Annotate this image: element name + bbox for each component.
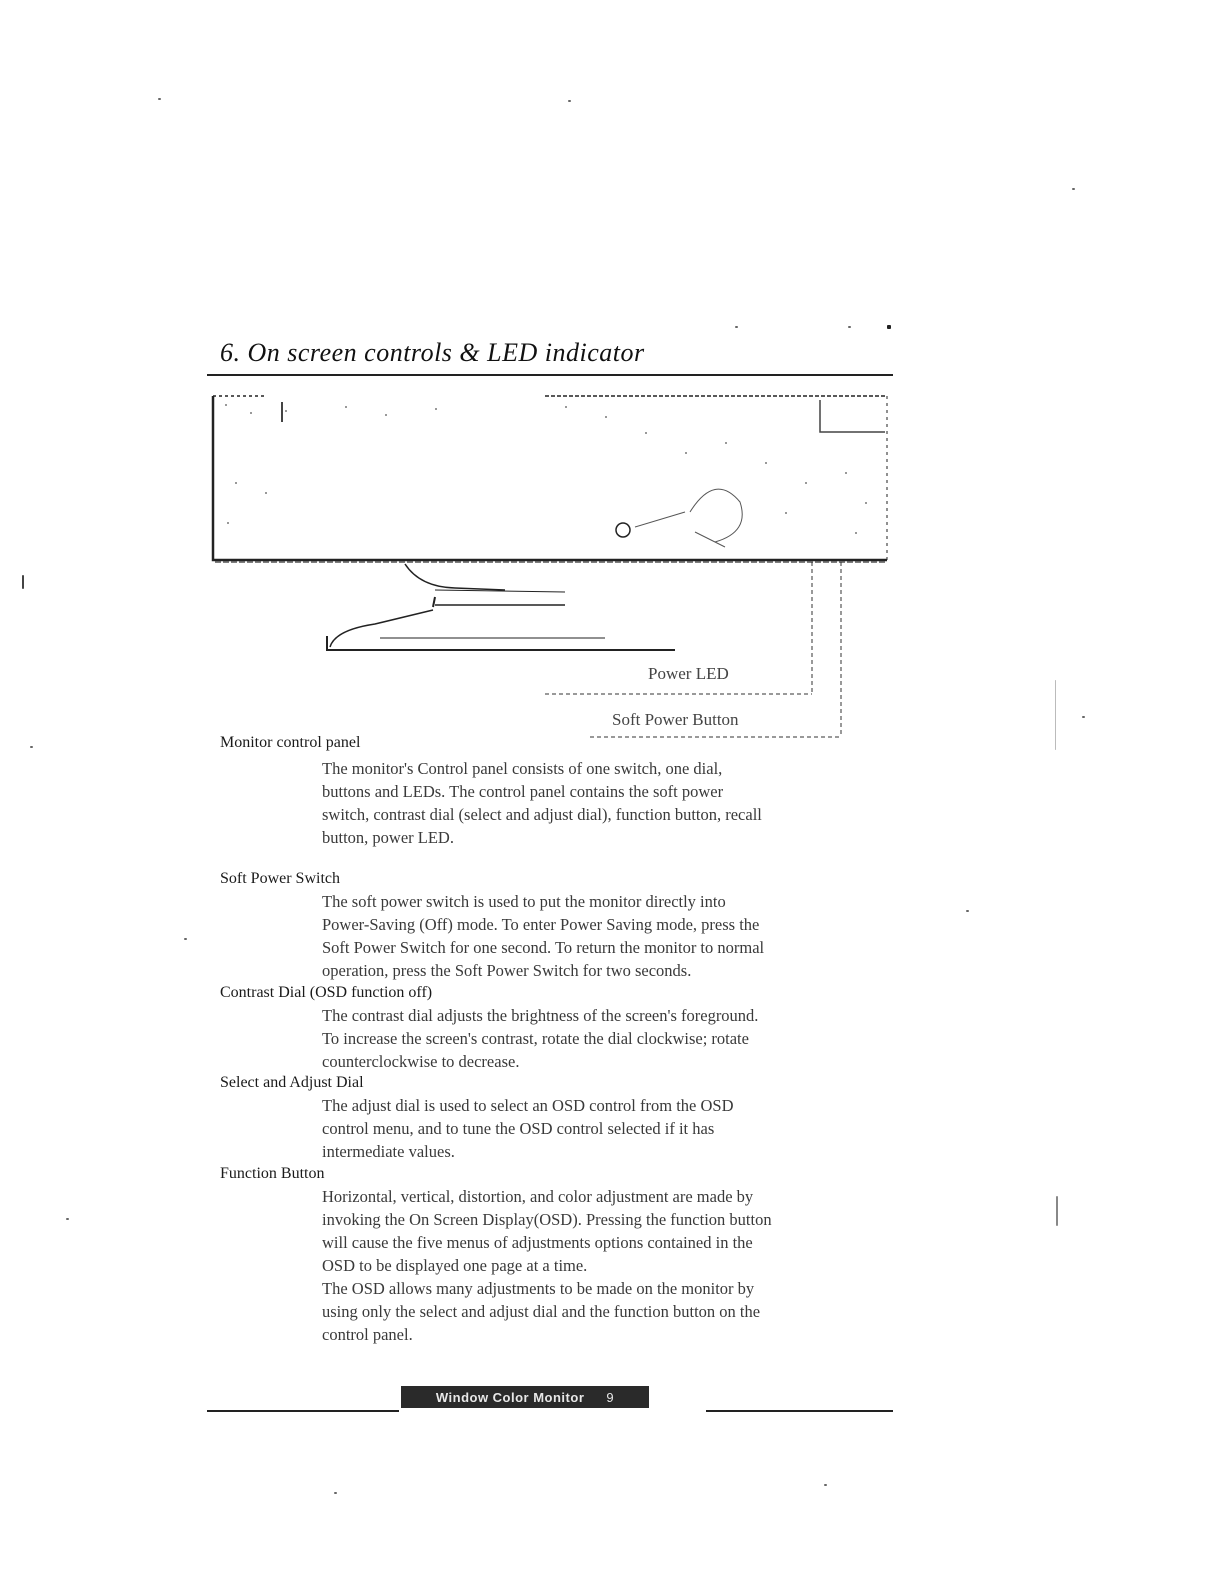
power-led-label: Power LED [648, 664, 729, 683]
section-text-select-adjust-dial: The adjust dial is used to select an OSD control from the OSD control menu, and to tune the OSD control selected if it has intermediate values. [322, 1096, 734, 1161]
scan-speck [1072, 188, 1075, 190]
section-text-function-button: Horizontal, vertical, distortion, and color adjustment are made by invoking the On Screen Display(OSD). Pressing the function button will cause the five menus of adjustments options contained in the OSD to be displayed one page at a time. The OSD allows many adjustments to be made on the monitor by using only the select and adjust dial and the function button on the control panel. [322, 1187, 772, 1344]
scan-speck [824, 1484, 827, 1486]
footer-rule-left [207, 1410, 399, 1412]
scan-speck [1056, 1196, 1058, 1226]
scan-speck [887, 325, 891, 329]
scan-speck [334, 1492, 337, 1494]
screen-texture [225, 402, 867, 534]
section-text-contrast-dial: The contrast dial adjusts the brightness of the screen's foreground. To increase the screen's contrast, rotate the dial clockwise; rotate counterclockwise to decrease. [322, 1006, 759, 1071]
section-title: 6. On screen controls & LED indicator [220, 338, 645, 367]
scan-speck [735, 326, 738, 328]
monitor-diagram [205, 392, 895, 742]
scan-speck [184, 938, 187, 940]
scan-speck [966, 910, 969, 912]
monitor-stand [327, 564, 675, 650]
section-text-soft-power-switch: The soft power switch is used to put the monitor directly into Power-Saving (Off) mode. To enter Power Saving mode, press the Soft Power Switch for one second. To return the monitor to normal operation, press the Soft Power Switch for two seconds. [322, 892, 765, 980]
footer-banner-text: Window Color Monitor [435, 1389, 585, 1405]
scan-speck [66, 1218, 69, 1220]
section-heading-contrast-dial: Contrast Dial (OSD function off) [220, 984, 433, 1001]
scan-speck [30, 746, 33, 748]
scan-speck [1082, 716, 1085, 718]
page-number: 9 [606, 1389, 615, 1405]
scan-speck [158, 98, 161, 100]
soft-power-button-label: Soft Power Button [612, 710, 739, 729]
contrast-dial-icon [690, 489, 742, 542]
power-button-icon [616, 523, 630, 537]
scan-speck [568, 100, 571, 102]
monitor-body [213, 396, 887, 562]
section-heading-select-adjust-dial: Select and Adjust Dial [220, 1074, 364, 1091]
section-text-monitor-control-panel: The monitor's Control panel consists of one switch, one dial, buttons and LEDs. The control panel contains the soft power switch, contrast dial (select and adjust dial), function button, recall button, power LED. [322, 759, 762, 847]
bezel-recess [820, 400, 885, 432]
title-rule [207, 374, 893, 376]
section-heading-function-button: Function Button [220, 1165, 325, 1182]
footer-banner [401, 1386, 649, 1408]
section-heading-soft-power-switch: Soft Power Switch [220, 870, 340, 887]
footer-rule-right [706, 1410, 893, 1412]
scan-speck [1055, 680, 1056, 750]
section-heading-monitor-control-panel: Monitor control panel [220, 734, 361, 751]
scan-speck [22, 575, 24, 589]
scan-speck [848, 326, 851, 328]
